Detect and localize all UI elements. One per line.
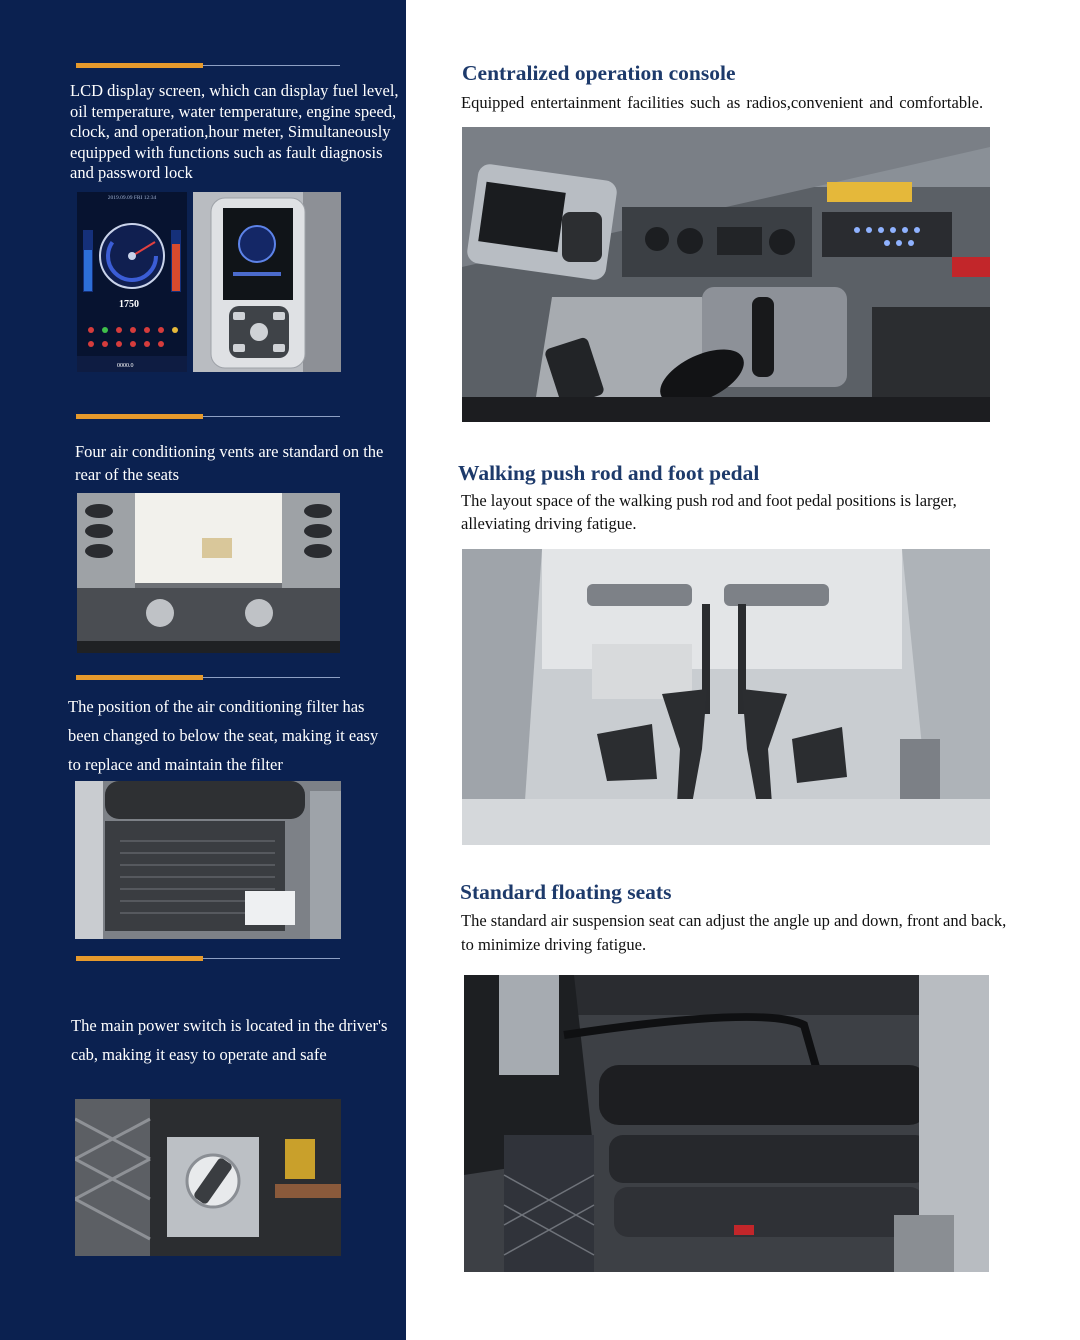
vents-description: Four air conditioning vents are standard on the rear of the seats xyxy=(75,442,384,484)
lcd-date-label: 2019.09.09 FRI 12:34 xyxy=(107,195,157,201)
section-body: Equipped entertainment facilities such as radios,convenient and comfortable. xyxy=(461,93,984,112)
section-divider xyxy=(76,675,340,680)
filter-photo xyxy=(75,781,341,939)
section-body: The standard air suspension seat can adjust the angle up and down, front and back, to minimize driving fatigue. xyxy=(461,911,1007,954)
power-switch-photo xyxy=(75,1099,341,1256)
section-title: Walking push rod and foot pedal xyxy=(458,461,760,485)
section-divider xyxy=(76,63,340,68)
rear-vents-photo xyxy=(77,493,340,653)
section-divider xyxy=(76,414,340,419)
lcd-description: LCD display screen, which can display fuel level, oil temperature, water temperature, engine speed, clock, and operation,hour meter, Simultaneously equipped with functions such as fault diagnosis and password lock xyxy=(70,81,399,182)
lcd-display-photo xyxy=(77,192,187,372)
filter-description: The position of the air conditioning filter has been changed to below the seat, making it easy to replace and maintain the filter xyxy=(68,697,379,774)
seat-photo xyxy=(464,975,989,1272)
section-divider xyxy=(76,956,340,961)
lcd-odometer: 0000.0 xyxy=(117,363,134,369)
pedals-photo xyxy=(462,549,990,845)
lcd-rpm-readout: 1750 xyxy=(119,299,139,310)
console-photo xyxy=(462,127,990,422)
section-title: Centralized operation console xyxy=(462,61,736,85)
section-body: The layout space of the walking push rod and foot pedal positions is larger, alleviating driving fatigue. xyxy=(461,491,957,533)
lcd-unit-photo xyxy=(193,192,341,372)
power-switch-description: The main power switch is located in the driver's cab, making it easy to operate and safe xyxy=(71,1016,388,1064)
section-title: Standard floating seats xyxy=(460,880,672,904)
